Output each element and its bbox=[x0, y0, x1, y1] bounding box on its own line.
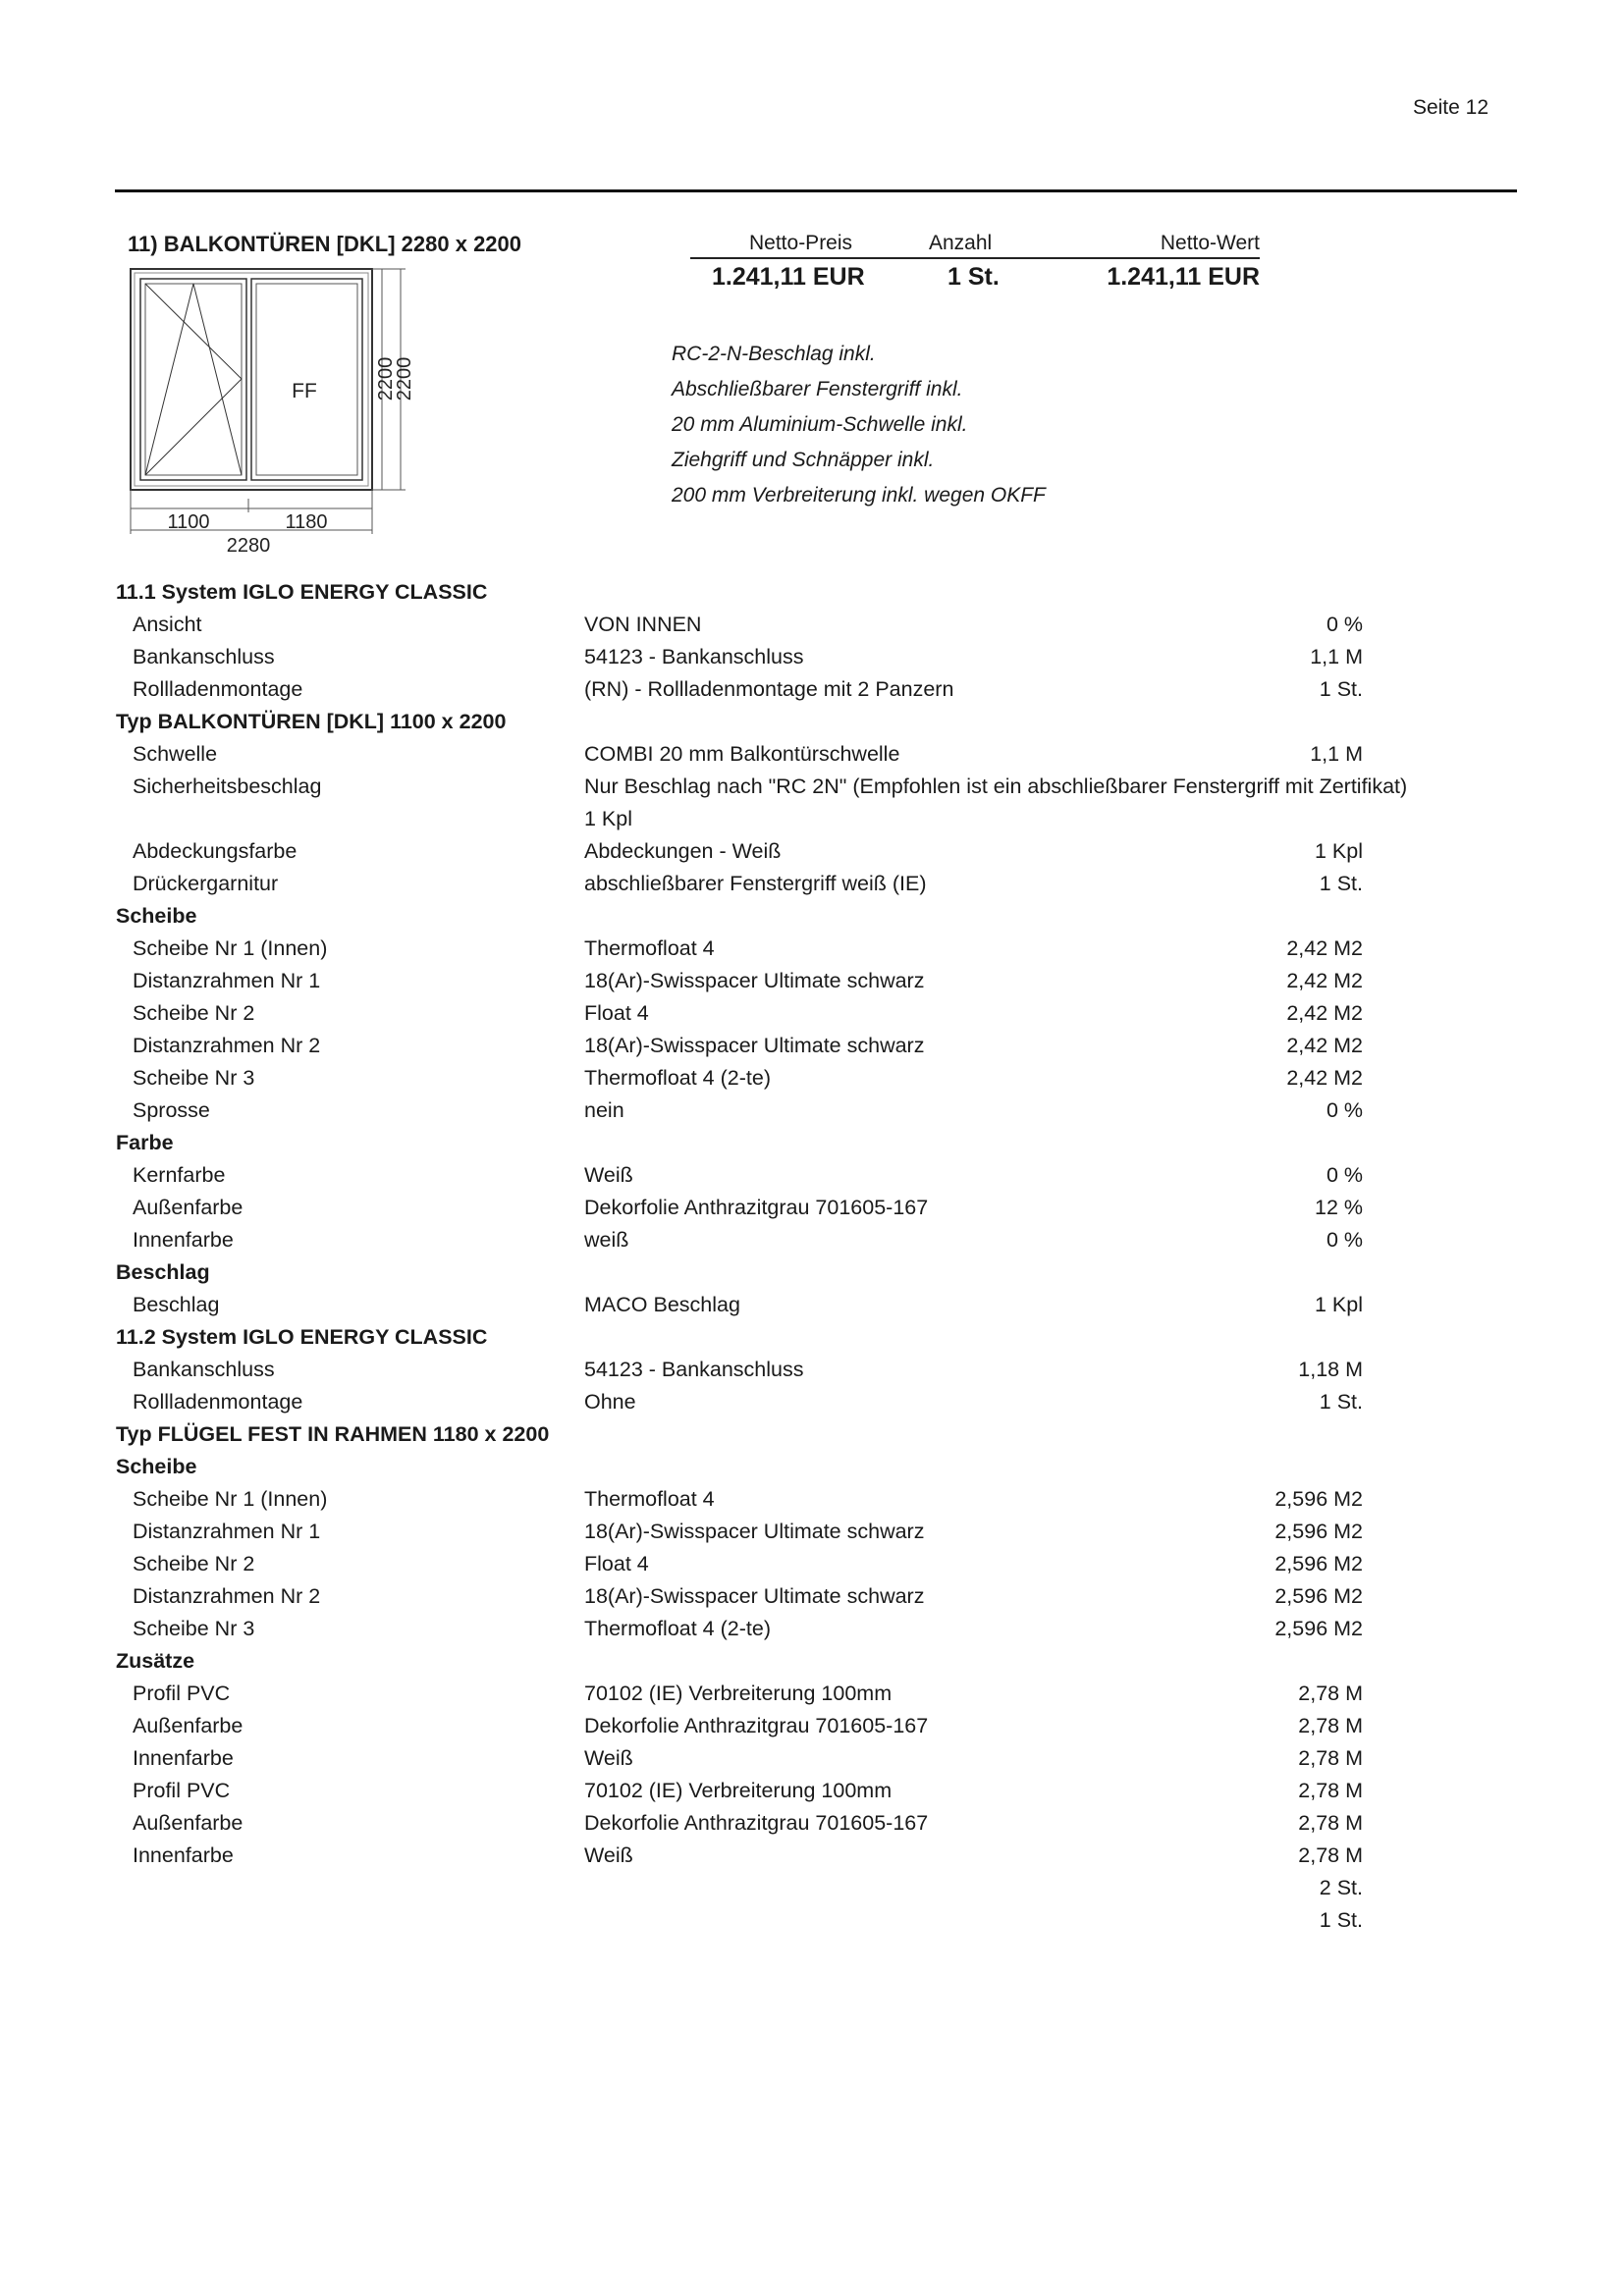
spec-quantity: 2,596 M2 bbox=[1274, 1584, 1363, 1608]
spec-label: Sicherheitsbeschlag bbox=[133, 774, 322, 798]
spec-label: Drückergarnitur bbox=[133, 872, 279, 895]
spec-quantity: 0 % bbox=[1326, 613, 1363, 636]
spec-quantity: 1 Kpl bbox=[1314, 1293, 1363, 1316]
spec-quantity: 1,1 M bbox=[1310, 742, 1363, 766]
spec-row bbox=[116, 1904, 1510, 1937]
spec-value: nein bbox=[584, 1098, 624, 1122]
section-header: Typ FLÜGEL FEST IN RAHMEN 1180 x 2200 bbox=[116, 1422, 550, 1446]
spec-quantity: 1 St. bbox=[1319, 1390, 1363, 1414]
spec-quantity: 2,78 M bbox=[1298, 1811, 1363, 1835]
spec-value: VON INNEN bbox=[584, 613, 702, 636]
spec-row bbox=[116, 1678, 1510, 1710]
section-header-row bbox=[116, 1645, 1510, 1678]
position-notes bbox=[672, 337, 1046, 513]
spec-label: Abdeckungsfarbe bbox=[133, 839, 298, 863]
spec-label: Innenfarbe bbox=[133, 1843, 234, 1867]
section-header-row bbox=[116, 576, 1510, 609]
spec-value: (RN) - Rollladenmontage mit 2 Panzern bbox=[584, 677, 954, 701]
spec-value: Weiß bbox=[584, 1163, 633, 1187]
spec-row bbox=[116, 1742, 1510, 1775]
spec-row bbox=[116, 738, 1510, 771]
section-header: Zusätze bbox=[116, 1649, 195, 1673]
spec-quantity: 2,78 M bbox=[1298, 1746, 1363, 1770]
spec-quantity: 2,42 M2 bbox=[1286, 936, 1363, 960]
height-label: 2200 bbox=[394, 356, 415, 401]
width-label: 1180 bbox=[285, 511, 328, 533]
spec-quantity: 1 St. bbox=[1319, 1908, 1363, 1932]
spec-row bbox=[116, 641, 1510, 673]
spec-value: Thermofloat 4 bbox=[584, 1487, 715, 1511]
spec-label: Profil PVC bbox=[133, 1682, 231, 1705]
spec-value: Float 4 bbox=[584, 1001, 649, 1025]
position-title: 11) BALKONTÜREN [DKL] 2280 x 2200 bbox=[128, 232, 522, 256]
spec-label: Bankanschluss bbox=[133, 1358, 275, 1381]
fixed-label: FF bbox=[292, 380, 317, 402]
spec-row bbox=[116, 933, 1510, 965]
spec-quantity: 2,596 M2 bbox=[1274, 1617, 1363, 1640]
spec-quantity: 2,42 M2 bbox=[1286, 1034, 1363, 1057]
spec-label: Außenfarbe bbox=[133, 1811, 244, 1835]
netto-wert-value: 1.241,11 EUR bbox=[1107, 263, 1260, 291]
spec-quantity: 0 % bbox=[1326, 1163, 1363, 1187]
spec-value: Float 4 bbox=[584, 1552, 649, 1575]
section-header: Typ BALKONTÜREN [DKL] 1100 x 2200 bbox=[116, 710, 507, 733]
spec-label: Profil PVC bbox=[133, 1779, 231, 1802]
spec-value: Thermofloat 4 (2-te) bbox=[584, 1066, 771, 1090]
spec-label: Ansicht bbox=[133, 613, 202, 636]
spec-row bbox=[116, 1548, 1510, 1580]
spec-label: Rollladenmontage bbox=[133, 1390, 303, 1414]
section-header-row bbox=[116, 1127, 1510, 1159]
spec-quantity: 0 % bbox=[1326, 1228, 1363, 1252]
section-header: Farbe bbox=[116, 1131, 174, 1154]
spec-quantity: 12 % bbox=[1314, 1196, 1363, 1219]
spec-label: Sprosse bbox=[133, 1098, 210, 1122]
spec-row bbox=[116, 1613, 1510, 1645]
anzahl-value: 1 St. bbox=[947, 263, 1000, 291]
spec-value: 54123 - Bankanschluss bbox=[584, 1358, 804, 1381]
spec-value: abschließbarer Fenstergriff weiß (IE) bbox=[584, 872, 927, 895]
spec-row bbox=[116, 1872, 1510, 1904]
spec-value: COMBI 20 mm Balkontürschwelle bbox=[584, 742, 900, 766]
tilt-turn-symbol bbox=[145, 284, 242, 475]
spec-quantity: 1,18 M bbox=[1298, 1358, 1363, 1381]
spec-row bbox=[116, 803, 1510, 835]
spec-quantity: 2,596 M2 bbox=[1274, 1552, 1363, 1575]
spec-value: 54123 - Bankanschluss bbox=[584, 645, 804, 668]
spec-label: Scheibe Nr 2 bbox=[133, 1552, 255, 1575]
spec-value: Thermofloat 4 (2-te) bbox=[584, 1617, 771, 1640]
price-value-row bbox=[690, 263, 1260, 296]
spec-row bbox=[116, 1807, 1510, 1840]
spec-quantity: 2,596 M2 bbox=[1274, 1487, 1363, 1511]
section-header: Beschlag bbox=[116, 1260, 210, 1284]
section-header-row bbox=[116, 1451, 1510, 1483]
spec-row bbox=[116, 1192, 1510, 1224]
turn-symbol bbox=[145, 284, 242, 475]
height-label: 2200 bbox=[375, 356, 397, 401]
spec-value: 18(Ar)-Swisspacer Ultimate schwarz bbox=[584, 969, 925, 992]
spec-row bbox=[116, 1775, 1510, 1807]
spec-label: Scheibe Nr 1 (Innen) bbox=[133, 936, 328, 960]
section-header-row bbox=[116, 900, 1510, 933]
spec-label: Scheibe Nr 1 (Innen) bbox=[133, 1487, 328, 1511]
spec-quantity: 2,42 M2 bbox=[1286, 1066, 1363, 1090]
spec-row bbox=[116, 965, 1510, 997]
spec-row bbox=[116, 1354, 1510, 1386]
spec-row bbox=[116, 1710, 1510, 1742]
spec-label: Innenfarbe bbox=[133, 1746, 234, 1770]
left-sash bbox=[140, 279, 246, 480]
spec-row bbox=[116, 1159, 1510, 1192]
section-header-row bbox=[116, 1418, 1510, 1451]
spec-label: Scheibe Nr 2 bbox=[133, 1001, 255, 1025]
spec-value: Ohne bbox=[584, 1390, 636, 1414]
spec-label: Kernfarbe bbox=[133, 1163, 226, 1187]
spec-row bbox=[116, 1062, 1510, 1095]
section-header: Scheibe bbox=[116, 1455, 197, 1478]
spec-row bbox=[116, 1580, 1510, 1613]
spec-label: Beschlag bbox=[133, 1293, 220, 1316]
spec-value: 70102 (IE) Verbreiterung 100mm bbox=[584, 1779, 893, 1802]
specification-table bbox=[116, 576, 1510, 1937]
spec-label: Bankanschluss bbox=[133, 645, 275, 668]
spec-quantity: 2,42 M2 bbox=[1286, 1001, 1363, 1025]
note-line: Abschließbarer Fenstergriff inkl. bbox=[672, 378, 963, 400]
spec-value: Dekorfolie Anthrazitgrau 701605-167 bbox=[584, 1196, 929, 1219]
spec-label: Distanzrahmen Nr 2 bbox=[133, 1034, 321, 1057]
page-number: Seite 12 bbox=[1412, 96, 1489, 119]
spec-quantity: 2,78 M bbox=[1298, 1714, 1363, 1737]
total-width-label: 2280 bbox=[226, 535, 271, 557]
spec-row bbox=[116, 1516, 1510, 1548]
spec-value: 1 Kpl bbox=[584, 807, 633, 830]
spec-row bbox=[116, 1224, 1510, 1256]
spec-label: Distanzrahmen Nr 1 bbox=[133, 969, 321, 992]
spec-value: 18(Ar)-Swisspacer Ultimate schwarz bbox=[584, 1034, 925, 1057]
section-header: Scheibe bbox=[116, 904, 197, 928]
spec-label: Schwelle bbox=[133, 742, 218, 766]
netto-preis-value: 1.241,11 EUR bbox=[712, 263, 865, 291]
spec-label: Außenfarbe bbox=[133, 1714, 244, 1737]
width-label: 1100 bbox=[167, 511, 210, 533]
note-line: Ziehgriff und Schnäpper inkl. bbox=[672, 449, 935, 471]
spec-label: Innenfarbe bbox=[133, 1228, 234, 1252]
spec-value: Dekorfolie Anthrazitgrau 701605-167 bbox=[584, 1811, 929, 1835]
section-header: 11.1 System IGLO ENERGY CLASSIC bbox=[116, 580, 488, 604]
spec-row bbox=[116, 997, 1510, 1030]
spec-row bbox=[116, 1030, 1510, 1062]
spec-value: Thermofloat 4 bbox=[584, 936, 715, 960]
spec-quantity: 0 % bbox=[1326, 1098, 1363, 1122]
section-header-row bbox=[116, 706, 1510, 738]
netto-preis-header: Netto-Preis bbox=[749, 232, 853, 254]
spec-label: Scheibe Nr 3 bbox=[133, 1066, 255, 1090]
window-drawing bbox=[126, 263, 440, 558]
spec-value: Weiß bbox=[584, 1843, 633, 1867]
spec-label: Distanzrahmen Nr 2 bbox=[133, 1584, 321, 1608]
spec-value: 70102 (IE) Verbreiterung 100mm bbox=[584, 1682, 893, 1705]
section-header-row bbox=[116, 1256, 1510, 1289]
note-line: 20 mm Aluminium-Schwelle inkl. bbox=[672, 413, 968, 436]
price-header-row bbox=[690, 232, 1260, 259]
spec-row bbox=[116, 835, 1510, 868]
header-rule bbox=[115, 189, 1517, 192]
spec-row bbox=[116, 609, 1510, 641]
section-header: 11.2 System IGLO ENERGY CLASSIC bbox=[116, 1325, 488, 1349]
section-header-row bbox=[116, 1321, 1510, 1354]
spec-value: 18(Ar)-Swisspacer Ultimate schwarz bbox=[584, 1520, 925, 1543]
spec-quantity: 2,596 M2 bbox=[1274, 1520, 1363, 1543]
spec-quantity: 2,78 M bbox=[1298, 1779, 1363, 1802]
note-line: RC-2-N-Beschlag inkl. bbox=[672, 343, 876, 365]
spec-quantity: 1,1 M bbox=[1310, 645, 1363, 668]
spec-row bbox=[116, 868, 1510, 900]
spec-row bbox=[116, 1289, 1510, 1321]
netto-wert-header: Netto-Wert bbox=[1160, 232, 1260, 254]
spec-quantity: 1 St. bbox=[1319, 872, 1363, 895]
spec-value: weiß bbox=[584, 1228, 629, 1252]
spec-label: Außenfarbe bbox=[133, 1196, 244, 1219]
spec-row bbox=[116, 1095, 1510, 1127]
spec-value: Dekorfolie Anthrazitgrau 701605-167 bbox=[584, 1714, 929, 1737]
spec-label: Rollladenmontage bbox=[133, 677, 303, 701]
spec-value: MACO Beschlag bbox=[584, 1293, 740, 1316]
left-glass bbox=[145, 284, 242, 475]
spec-row bbox=[116, 1840, 1510, 1872]
spec-value: 18(Ar)-Swisspacer Ultimate schwarz bbox=[584, 1584, 925, 1608]
spec-row bbox=[116, 1386, 1510, 1418]
spec-quantity: 2 St. bbox=[1319, 1876, 1363, 1899]
spec-label: Scheibe Nr 3 bbox=[133, 1617, 255, 1640]
spec-quantity: 2,78 M bbox=[1298, 1682, 1363, 1705]
spec-row bbox=[116, 771, 1510, 803]
spec-value: Abdeckungen - Weiß bbox=[584, 839, 782, 863]
spec-row bbox=[116, 673, 1510, 706]
spec-label: Distanzrahmen Nr 1 bbox=[133, 1520, 321, 1543]
spec-value: Weiß bbox=[584, 1746, 633, 1770]
spec-value: Nur Beschlag nach "RC 2N" (Empfohlen ist ein abschließbarer Fenstergriff mit Zertifikat) bbox=[584, 774, 1408, 798]
anzahl-header: Anzahl bbox=[929, 232, 993, 254]
spec-quantity: 2,78 M bbox=[1298, 1843, 1363, 1867]
spec-quantity: 1 Kpl bbox=[1314, 839, 1363, 863]
spec-row bbox=[116, 1483, 1510, 1516]
spec-quantity: 1 St. bbox=[1319, 677, 1363, 701]
spec-quantity: 2,42 M2 bbox=[1286, 969, 1363, 992]
note-line: 200 mm Verbreiterung inkl. wegen OKFF bbox=[672, 484, 1046, 507]
